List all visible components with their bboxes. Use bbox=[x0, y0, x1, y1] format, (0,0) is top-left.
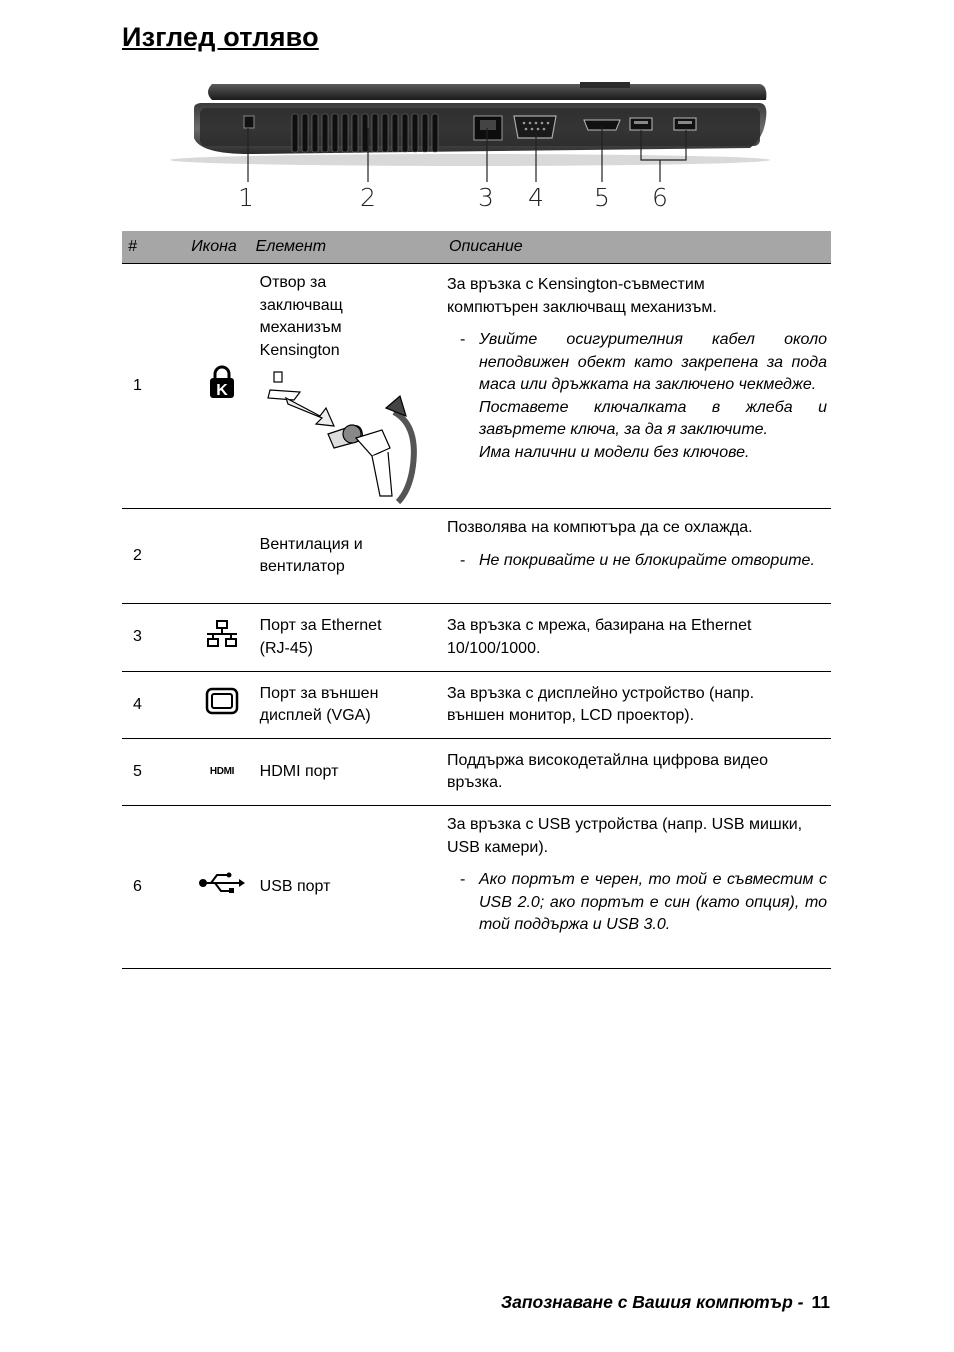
header-icon: Икона bbox=[181, 231, 255, 264]
callout-1: 1 bbox=[238, 183, 254, 212]
row-element: Отвор за заключващ механизъм Kensington bbox=[259, 274, 343, 359]
row-element: Порт за Ethernet (RJ-45) bbox=[259, 617, 382, 657]
page-number: 11 bbox=[811, 1292, 830, 1312]
row-note bbox=[447, 550, 827, 573]
row-num: 5 bbox=[122, 739, 181, 806]
table-row bbox=[122, 264, 831, 509]
row-description: За връзка с Kensington-съвместим компютърен заключващ механизъм. bbox=[447, 276, 717, 316]
vga-icon bbox=[181, 672, 255, 739]
header-description: Описание bbox=[445, 231, 831, 264]
row-element: HDMI порт bbox=[259, 762, 339, 780]
row-description: Поддържа високодетайлна цифрова видео връзка. bbox=[447, 751, 769, 791]
usb-icon bbox=[181, 806, 255, 969]
callout-4: 4 bbox=[528, 183, 544, 212]
laptop-left-side-figure bbox=[160, 78, 780, 218]
callout-2: 2 bbox=[360, 183, 376, 212]
table-row bbox=[122, 672, 831, 739]
row-note bbox=[447, 869, 827, 937]
note-dash: - bbox=[460, 551, 466, 569]
kensington-lock-icon bbox=[181, 264, 255, 509]
row-description: За връзка с USB устройства (напр. USB мишки, USB камери). bbox=[447, 816, 803, 856]
table-row bbox=[122, 509, 831, 604]
callout-3: 3 bbox=[478, 183, 494, 212]
ethernet-icon bbox=[181, 604, 255, 672]
row-num: 2 bbox=[122, 509, 181, 604]
svg-text:HDMI: HDMI bbox=[210, 765, 235, 776]
row-description: Позволява на компютъра да се охлажда. bbox=[447, 519, 753, 536]
note-text: Не покривайте и не блокирайте отворите. bbox=[479, 551, 815, 569]
note-text: Ако портът е черен, то той е съвместим с USB 2.0; ако портът е син (като опция), то той поддържа и USB 3.0. bbox=[479, 871, 827, 933]
table-row bbox=[122, 604, 831, 672]
note-text: Поставете ключалката в жлеба и завъртете ключа, за да я заключите. bbox=[479, 398, 827, 438]
header-element: Елемент bbox=[256, 231, 445, 264]
kensington-lock-illustration bbox=[260, 368, 430, 508]
footer-title: Запознаване с Вашия компютър - bbox=[500, 1292, 804, 1312]
row-element: USB порт bbox=[259, 877, 331, 895]
ports-table bbox=[122, 231, 831, 969]
callout-5: 5 bbox=[594, 183, 610, 212]
table-row bbox=[122, 806, 831, 969]
note-dash: - bbox=[460, 331, 466, 348]
table-header-row bbox=[122, 231, 831, 264]
table-row bbox=[122, 739, 831, 806]
row-num: 3 bbox=[122, 604, 181, 672]
svg-text:K: K bbox=[216, 382, 229, 400]
row-description: За връзка с мрежа, базирана на Ethernet 10/100/1000. bbox=[447, 617, 752, 657]
row-num: 4 bbox=[122, 672, 181, 739]
row-element: Порт за външен дисплей (VGA) bbox=[259, 684, 379, 724]
note-text: Има налични и модели без ключове. bbox=[479, 443, 750, 461]
callout-6: 6 bbox=[652, 183, 668, 212]
page-footer bbox=[501, 1292, 830, 1313]
page-title: Изглед отляво bbox=[122, 22, 319, 52]
header-num: # bbox=[122, 231, 181, 264]
row-description: За връзка с дисплейно устройство (напр. външен монитор, LCD проектор). bbox=[447, 684, 755, 724]
laptop-illustration bbox=[160, 78, 780, 218]
note-text: Увийте осигурителния кабел около неподвижен обект като закрепена за пода маса или дръжката на заключено чекмедже. bbox=[479, 331, 827, 393]
row-element: Вентилация и вентилатор bbox=[259, 535, 363, 575]
row-note bbox=[447, 329, 827, 464]
hdmi-icon bbox=[181, 739, 255, 806]
row-num: 6 bbox=[122, 806, 181, 969]
note-dash: - bbox=[460, 871, 466, 888]
row-num: 1 bbox=[122, 264, 181, 509]
